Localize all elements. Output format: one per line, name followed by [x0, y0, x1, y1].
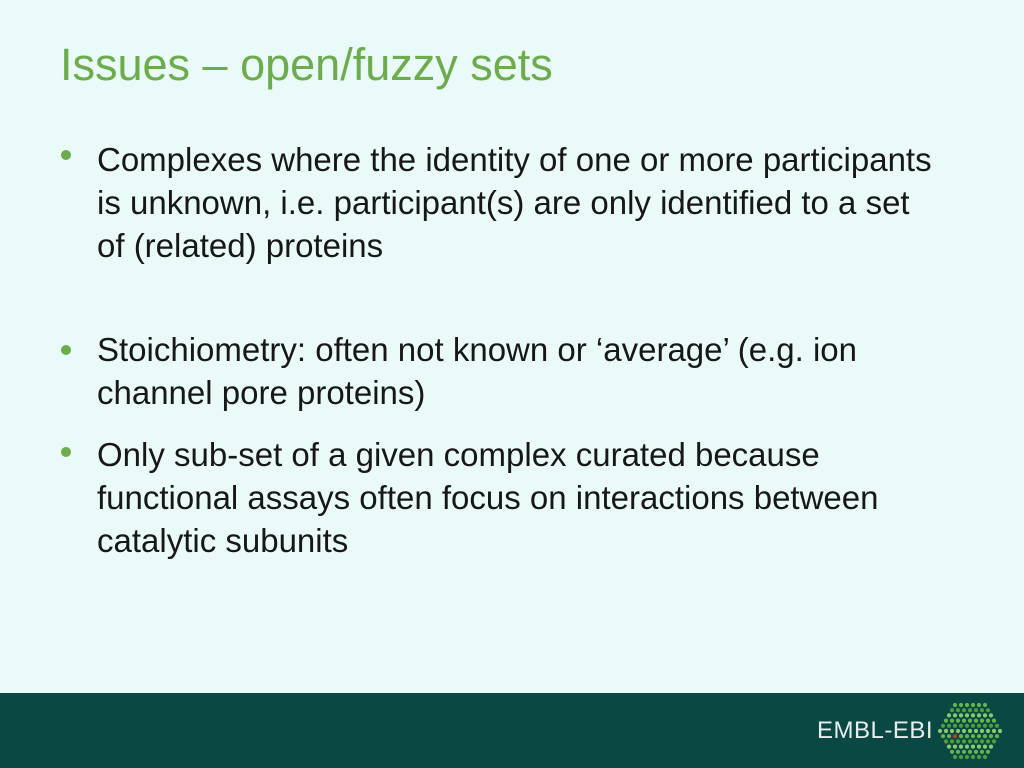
logo-green-dot — [950, 729, 954, 733]
logo-green-dot — [971, 755, 975, 759]
logo-green-dot — [959, 734, 963, 738]
logo-green-dot — [956, 729, 960, 733]
logo-green-dot — [953, 755, 957, 759]
bullet-line: channel pore proteins) — [97, 374, 426, 411]
logo-green-dot — [989, 745, 993, 749]
logo-green-dot — [962, 708, 966, 712]
logo-green-dot — [950, 708, 954, 712]
logo-red-dot — [953, 734, 957, 738]
logo-green-dot — [959, 755, 963, 759]
logo-green-dot — [950, 750, 954, 754]
logo-green-dot — [947, 734, 951, 738]
logo-green-dot — [965, 703, 969, 707]
bullet-line: is unknown, i.e. participant(s) are only identified to a set — [97, 184, 910, 221]
logo-green-dot — [983, 734, 987, 738]
logo-green-dot — [944, 739, 948, 743]
bullet-line: Stoichiometry: often not known or ‘average’ (e.g. ion — [97, 331, 858, 368]
logo-green-dot — [938, 729, 942, 733]
logo-green-dot — [995, 734, 999, 738]
logo-green-dot — [968, 719, 972, 723]
logo-green-dot — [971, 734, 975, 738]
logo-green-dot — [980, 708, 984, 712]
logo-green-dot — [983, 703, 987, 707]
logo-green-dot — [992, 729, 996, 733]
bullet-line: of (related) proteins — [97, 227, 384, 264]
logo-green-dot — [989, 724, 993, 728]
logo-green-dot — [971, 745, 975, 749]
logo-green-dot — [965, 713, 969, 717]
logo-green-dot — [980, 719, 984, 723]
logo-green-dot — [977, 713, 981, 717]
logo-green-dot — [962, 719, 966, 723]
logo-green-dot — [974, 708, 978, 712]
logo-green-dot — [977, 703, 981, 707]
logo-green-dot — [980, 739, 984, 743]
logo-green-dot — [956, 708, 960, 712]
bullet-icon — [61, 150, 71, 160]
logo-green-dot — [983, 755, 987, 759]
logo-green-dot — [971, 703, 975, 707]
logo-green-dot — [947, 724, 951, 728]
logo-green-dot — [992, 739, 996, 743]
bullet-icon — [61, 345, 71, 355]
bullet-icon — [61, 447, 71, 457]
logo-green-dot — [977, 734, 981, 738]
logo-green-dot — [965, 755, 969, 759]
logo-green-dot — [956, 750, 960, 754]
logo-green-dot — [974, 750, 978, 754]
logo-green-dot — [986, 719, 990, 723]
logo-green-dot — [962, 739, 966, 743]
logo-green-dot — [956, 739, 960, 743]
logo-green-dot — [992, 719, 996, 723]
logo-green-dot — [953, 713, 957, 717]
logo-green-dot — [950, 719, 954, 723]
bullet-item — [97, 138, 932, 267]
logo-green-dot — [953, 724, 957, 728]
slide-title: Issues – open/fuzzy sets — [60, 39, 553, 90]
logo-green-dot — [980, 750, 984, 754]
logo-green-dot — [989, 713, 993, 717]
logo-green-dot — [962, 750, 966, 754]
logo-green-dot — [971, 724, 975, 728]
logo-green-dot — [998, 729, 1002, 733]
logo-green-dot — [995, 724, 999, 728]
bullet-line: functional assays often focus on interactions between — [97, 479, 879, 516]
logo-green-dot — [968, 739, 972, 743]
logo-green-dot — [956, 719, 960, 723]
logo-green-dot — [980, 729, 984, 733]
logo-green-dot — [941, 734, 945, 738]
logo-green-dot — [974, 719, 978, 723]
bullet-line: Only sub-set of a given complex curated because — [97, 436, 820, 473]
bullet-line: Complexes where the identity of one or more participants — [97, 141, 932, 178]
logo-green-dot — [983, 724, 987, 728]
bullet-item — [97, 328, 857, 414]
logo-green-dot — [977, 724, 981, 728]
logo-green-dot — [986, 729, 990, 733]
bullet-line: catalytic subunits — [97, 522, 349, 559]
logo-green-dot — [986, 750, 990, 754]
logo-green-dot — [953, 745, 957, 749]
embl-ebi-logo-text: EMBL-EBI — [816, 717, 933, 744]
logo-green-dot — [959, 713, 963, 717]
logo-green-dot — [983, 745, 987, 749]
logo-green-dot — [947, 713, 951, 717]
logo-green-dot — [977, 755, 981, 759]
logo-green-dot — [971, 713, 975, 717]
logo-green-dot — [968, 750, 972, 754]
logo-green-dot — [986, 708, 990, 712]
logo-green-dot — [989, 734, 993, 738]
logo-green-dot — [968, 729, 972, 733]
logo-green-dot — [965, 734, 969, 738]
logo-green-dot — [965, 724, 969, 728]
logo-green-dot — [977, 745, 981, 749]
logo-green-dot — [983, 713, 987, 717]
bullet-item — [97, 433, 878, 562]
logo-green-dot — [974, 729, 978, 733]
logo-green-dot — [974, 739, 978, 743]
logo-green-dot — [950, 739, 954, 743]
logo-green-dot — [941, 724, 945, 728]
logo-green-dot — [959, 745, 963, 749]
logo-green-dot — [959, 724, 963, 728]
logo-green-dot — [962, 729, 966, 733]
embl-ebi-hexagon-icon — [938, 699, 1002, 763]
logo-green-dot — [947, 745, 951, 749]
logo-green-dot — [953, 703, 957, 707]
logo-green-dot — [959, 703, 963, 707]
logo-green-dot — [944, 729, 948, 733]
logo-green-dot — [944, 719, 948, 723]
logo-green-dot — [986, 739, 990, 743]
logo-green-dot — [965, 745, 969, 749]
logo-green-dot — [968, 708, 972, 712]
